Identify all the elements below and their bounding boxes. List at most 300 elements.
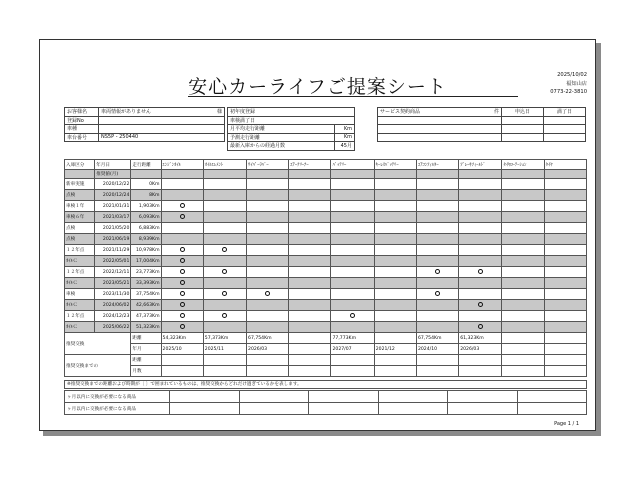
- done-mark-icon: [478, 324, 483, 329]
- done-mark-icon: [350, 313, 355, 318]
- service-cell: [544, 311, 586, 322]
- next-distance-row: [65, 333, 587, 344]
- done-mark-icon: [435, 269, 440, 274]
- service-cell: [203, 223, 246, 234]
- visit-date: 2021/01/31: [95, 201, 131, 212]
- service-cell: [161, 201, 203, 212]
- service-cell: [331, 256, 374, 267]
- service-cell: [289, 322, 331, 333]
- empty-cell: [502, 170, 544, 179]
- service-cell: [502, 311, 544, 322]
- empty-cell: [203, 366, 246, 377]
- service-cell: [416, 311, 458, 322]
- visit-date: 2022/12/11: [95, 267, 131, 278]
- empty-cell: [374, 355, 416, 366]
- service-cell: [161, 223, 203, 234]
- service-cell: [374, 190, 416, 201]
- done-mark-icon: [180, 302, 185, 307]
- service-cell: [247, 223, 289, 234]
- service-cell: [544, 322, 586, 333]
- visit-date: 2020/12/24: [95, 190, 131, 201]
- service-cell: [502, 223, 544, 234]
- service-product-label: サービス契約商品 件: [378, 108, 502, 117]
- service-cell: [289, 234, 331, 245]
- done-mark-icon: [222, 247, 227, 252]
- service-cell: [289, 256, 331, 267]
- empty-cell: [161, 355, 203, 366]
- service-cell: [459, 223, 502, 234]
- service-cell: [416, 223, 458, 234]
- service-cell: [544, 245, 586, 256]
- model-label: 車種: [65, 125, 99, 134]
- service-cell: [247, 245, 289, 256]
- service-cell: [289, 212, 331, 223]
- table-row: [65, 311, 587, 322]
- service-cell: [203, 234, 246, 245]
- service-cell: [331, 322, 374, 333]
- service-cell: [289, 179, 331, 190]
- done-mark-icon: [478, 269, 483, 274]
- first-reg-label: 初年度登録: [228, 108, 355, 117]
- done-mark-icon: [180, 247, 185, 252]
- visit-date: 2021/03/17: [95, 212, 131, 223]
- service-cell: [289, 190, 331, 201]
- empty-cell: [502, 366, 544, 377]
- column-header: ﾜｲﾊﾟｰﾗﾊﾞｰ: [247, 160, 289, 170]
- service-cell: [331, 289, 374, 300]
- service-cell: [502, 245, 544, 256]
- next-distance-value: [374, 333, 416, 344]
- empty-cell: [203, 355, 246, 366]
- service-cell: [374, 245, 416, 256]
- empty-cell: [331, 355, 374, 366]
- empty-cell: [544, 366, 586, 377]
- column-header: ﾀｲﾔﾛｰﾃｰｼｮﾝ: [502, 160, 544, 170]
- service-cell: [459, 322, 502, 333]
- done-mark-icon: [180, 214, 185, 219]
- service-cell: [331, 179, 374, 190]
- empty-cell: [459, 355, 502, 366]
- next-replacement-label: 推奨交換: [65, 333, 131, 355]
- page-number: Page 1 / 1: [554, 421, 579, 427]
- visit-type: 車検１年: [65, 201, 95, 212]
- service-cell: [544, 201, 586, 212]
- empty-cell: [544, 170, 586, 179]
- column-header: ｷｰﾚｽﾊﾞｯﾃﾘｰ: [374, 160, 416, 170]
- service-cell: [331, 201, 374, 212]
- visit-mileage: 0Km: [131, 179, 161, 190]
- planned-km-unit: Km: [335, 133, 355, 142]
- footnote: ※推奨交換までの距離および時期が〔 〕で囲まれているものは、推奨交換からどれだけ過ぎているかを表します。: [64, 380, 587, 389]
- service-cell: [331, 234, 374, 245]
- visit-type: ｵｲﾙＣ: [65, 322, 95, 333]
- service-cell: [161, 300, 203, 311]
- monthly-km-unit: Km: [335, 125, 355, 134]
- inspection-info-table: [227, 107, 355, 151]
- next-distance-value: 67,754Km: [247, 333, 289, 344]
- empty-cell: [459, 170, 502, 179]
- shaken-label: 車検満了日: [228, 116, 355, 125]
- service-cell: [416, 289, 458, 300]
- upcoming-label-1: ヶ月以内に交換が必要になる商品: [65, 391, 170, 403]
- visit-date: 2020/12/22: [95, 179, 131, 190]
- done-mark-icon: [180, 324, 185, 329]
- service-cell: [289, 300, 331, 311]
- service-cell: [374, 289, 416, 300]
- visit-date: 2021/05/20: [95, 223, 131, 234]
- service-contract-table: [377, 107, 586, 142]
- service-cell: [247, 212, 289, 223]
- visit-date: 2024/06/02: [95, 300, 131, 311]
- service-cell: [374, 212, 416, 223]
- until-replacement-label: 推奨交換までの: [65, 355, 131, 377]
- visit-date: 2024/12/23: [95, 311, 131, 322]
- monthly-km-label: 月平均走行距離: [228, 125, 335, 134]
- service-cell: [247, 289, 289, 300]
- upcoming-label-2: ヶ月以内に交換が必要になる商品: [65, 403, 170, 415]
- service-cell: [203, 190, 246, 201]
- done-mark-icon: [180, 258, 185, 263]
- maintenance-history-table: [64, 159, 587, 377]
- column-header: ｴｱｺﾝﾌｨﾙﾀｰ: [416, 160, 458, 170]
- service-cell: [161, 179, 203, 190]
- done-mark-icon: [180, 280, 185, 285]
- service-cell: [161, 234, 203, 245]
- service-cell: [161, 245, 203, 256]
- empty-cell: [247, 355, 289, 366]
- service-cell: [459, 179, 502, 190]
- visit-mileage: 37,754Km: [131, 289, 161, 300]
- column-header: ｴｱｰｸﾘｰﾅｰ: [289, 160, 331, 170]
- service-cell: [247, 311, 289, 322]
- next-month-value: [544, 344, 586, 355]
- visit-mileage: 8,939Km: [131, 234, 161, 245]
- visit-type: ｵｲﾙＣ: [65, 278, 95, 289]
- service-cell: [502, 256, 544, 267]
- service-cell: [502, 190, 544, 201]
- service-cell: [374, 278, 416, 289]
- visit-mileage: 6,093Km: [131, 212, 161, 223]
- service-cell: [502, 234, 544, 245]
- service-cell: [416, 201, 458, 212]
- visit-type: １２年点: [65, 267, 95, 278]
- service-cell: [331, 245, 374, 256]
- service-cell: [459, 234, 502, 245]
- service-cell: [416, 300, 458, 311]
- service-cell: [247, 300, 289, 311]
- done-mark-icon: [222, 269, 227, 274]
- service-cell: [374, 311, 416, 322]
- visit-type: 車検: [65, 289, 95, 300]
- service-cell: [416, 190, 458, 201]
- service-cell: [203, 212, 246, 223]
- service-cell: [203, 201, 246, 212]
- service-cell: [416, 267, 458, 278]
- next-distance-label: 距離: [131, 333, 161, 344]
- issue-date: 2025/10/02: [557, 72, 587, 78]
- empty-cell: [65, 170, 95, 179]
- empty-cell: [502, 355, 544, 366]
- visit-date: 2021/11/29: [95, 245, 131, 256]
- table-row: [65, 223, 587, 234]
- service-cell: [416, 256, 458, 267]
- service-cell: [374, 256, 416, 267]
- grid-header-row: [65, 160, 587, 170]
- empty-cell: [247, 170, 289, 179]
- service-cell: [289, 278, 331, 289]
- service-cell: [203, 278, 246, 289]
- service-cell: [331, 223, 374, 234]
- next-month-value: 2026/03: [247, 344, 289, 355]
- document-title: 安心カーライフご提案シート: [188, 76, 447, 98]
- done-mark-icon: [435, 291, 440, 296]
- service-cell: [416, 322, 458, 333]
- service-cell: [502, 267, 544, 278]
- service-cell: [203, 289, 246, 300]
- customer-name-value: 車両情報がありません 様: [99, 108, 225, 117]
- service-cell: [459, 256, 502, 267]
- next-month-value: 2026/03: [459, 344, 502, 355]
- column-header: ｵｲﾙｴﾚﾒﾝﾄ: [203, 160, 246, 170]
- empty-cell: [374, 366, 416, 377]
- service-cell: [459, 300, 502, 311]
- service-cell: [374, 234, 416, 245]
- visit-type: 点検: [65, 223, 95, 234]
- visit-type: ｵｲﾙＣ: [65, 256, 95, 267]
- table-row: [65, 267, 587, 278]
- service-cell: [331, 311, 374, 322]
- done-mark-icon: [265, 291, 270, 296]
- empty-cell: [544, 355, 586, 366]
- service-cell: [247, 201, 289, 212]
- service-cell: [331, 278, 374, 289]
- service-cell: [544, 179, 586, 190]
- service-cell: [459, 267, 502, 278]
- done-mark-icon: [180, 313, 185, 318]
- table-row: [65, 245, 587, 256]
- service-cell: [247, 234, 289, 245]
- service-cell: [289, 223, 331, 234]
- service-cell: [203, 256, 246, 267]
- next-month-value: 2024/10: [416, 344, 458, 355]
- service-cell: [544, 234, 586, 245]
- next-distance-value: 61,323Km: [459, 333, 502, 344]
- empty-cell: [289, 366, 331, 377]
- chassis-value: NS5P - 250440: [99, 133, 225, 142]
- next-distance-value: 77,773Km: [331, 333, 374, 344]
- visit-type: １２年点: [65, 245, 95, 256]
- service-cell: [247, 278, 289, 289]
- empty-cell: [374, 170, 416, 179]
- visit-mileage: 17,004Km: [131, 256, 161, 267]
- column-header: ﾊﾞｯﾃﾘｰ: [331, 160, 374, 170]
- service-cell: [502, 201, 544, 212]
- visit-mileage: 47,373Km: [131, 311, 161, 322]
- column-header: 入庫区分: [65, 160, 95, 170]
- service-cell: [203, 245, 246, 256]
- service-cell: [203, 267, 246, 278]
- next-month-value: 2027/07: [331, 344, 374, 355]
- service-cell: [247, 179, 289, 190]
- store-name: 福知山店: [566, 80, 587, 87]
- empty-cell: [416, 355, 458, 366]
- table-row: [65, 190, 587, 201]
- service-cell: [289, 201, 331, 212]
- done-mark-icon: [180, 203, 185, 208]
- chassis-label: 車台番号: [65, 133, 99, 142]
- table-row: [65, 278, 587, 289]
- empty-cell: [203, 170, 246, 179]
- done-mark-icon: [222, 313, 227, 318]
- next-distance-value: [502, 333, 544, 344]
- table-row: [65, 234, 587, 245]
- service-cell: [544, 300, 586, 311]
- visit-mileage: 1,903Km: [131, 201, 161, 212]
- visit-date: 2021/06/19: [95, 234, 131, 245]
- service-cell: [289, 245, 331, 256]
- service-cell: [544, 267, 586, 278]
- title-underline: [188, 96, 518, 97]
- table-row: [65, 256, 587, 267]
- service-cell: [374, 322, 416, 333]
- service-cell: [161, 212, 203, 223]
- service-cell: [502, 322, 544, 333]
- visit-mileage: 8Km: [131, 190, 161, 201]
- empty-cell: [416, 366, 458, 377]
- service-cell: [247, 267, 289, 278]
- service-cell: [374, 300, 416, 311]
- service-cell: [247, 322, 289, 333]
- empty-cell: [459, 366, 502, 377]
- visit-type: 点検: [65, 234, 95, 245]
- service-cell: [459, 245, 502, 256]
- service-cell: [374, 223, 416, 234]
- service-apply-label: 申込日: [502, 108, 544, 117]
- service-cell: [374, 179, 416, 190]
- visit-type: 車検６年: [65, 212, 95, 223]
- next-month-label: 年月: [131, 344, 161, 355]
- service-cell: [416, 278, 458, 289]
- visit-mileage: 51,323Km: [131, 322, 161, 333]
- done-mark-icon: [180, 291, 185, 296]
- visit-date: 2022/05/01: [95, 256, 131, 267]
- service-cell: [161, 322, 203, 333]
- column-header: 走行距離: [131, 160, 161, 170]
- next-distance-value: 67,754Km: [416, 333, 458, 344]
- baseline-row: [65, 170, 587, 179]
- empty-cell: [161, 366, 203, 377]
- empty-cell: [331, 170, 374, 179]
- service-cell: [289, 289, 331, 300]
- service-cell: [416, 234, 458, 245]
- table-row: [65, 289, 587, 300]
- service-cell: [161, 278, 203, 289]
- service-cell: [544, 278, 586, 289]
- service-cell: [459, 289, 502, 300]
- service-cell: [416, 212, 458, 223]
- done-mark-icon: [222, 291, 227, 296]
- service-cell: [544, 256, 586, 267]
- service-cell: [331, 267, 374, 278]
- visit-type: 新車実施: [65, 179, 95, 190]
- next-distance-value: [544, 333, 586, 344]
- next-distance-value: 57,373Km: [203, 333, 246, 344]
- table-row: [65, 300, 587, 311]
- service-cell: [416, 245, 458, 256]
- service-cell: [374, 201, 416, 212]
- service-cell: [502, 179, 544, 190]
- service-cell: [203, 179, 246, 190]
- table-row: [65, 179, 587, 190]
- service-cell: [502, 300, 544, 311]
- until-distance-row: [65, 355, 587, 366]
- empty-cell: [331, 366, 374, 377]
- until-month-row: [65, 366, 587, 377]
- service-cell: [459, 278, 502, 289]
- service-cell: [161, 311, 203, 322]
- service-cell: [203, 311, 246, 322]
- visit-date: 2025/06/22: [95, 322, 131, 333]
- table-row: [65, 322, 587, 333]
- service-cell: [502, 289, 544, 300]
- next-month-value: [502, 344, 544, 355]
- column-header: 年月日: [95, 160, 131, 170]
- reg-label: 登録No: [65, 116, 99, 125]
- table-row: [65, 212, 587, 223]
- service-cell: [544, 190, 586, 201]
- visit-mileage: 6,883Km: [131, 223, 161, 234]
- table-row: [65, 201, 587, 212]
- service-cell: [544, 212, 586, 223]
- done-mark-icon: [478, 302, 483, 307]
- store-phone: 0773-22-3810: [550, 89, 587, 95]
- service-cell: [247, 190, 289, 201]
- service-cell: [502, 278, 544, 289]
- service-cell: [459, 201, 502, 212]
- next-distance-value: 54,323Km: [161, 333, 203, 344]
- next-month-value: [289, 344, 331, 355]
- next-month-value: 2021/12: [374, 344, 416, 355]
- elapsed-value: 45月: [335, 142, 355, 151]
- service-cell: [203, 322, 246, 333]
- service-cell: [247, 256, 289, 267]
- service-cell: [289, 311, 331, 322]
- empty-cell: [289, 355, 331, 366]
- service-cell: [331, 190, 374, 201]
- until-distance-label: 距離: [131, 355, 161, 366]
- service-cell: [459, 311, 502, 322]
- visit-type: ｵｲﾙＣ: [65, 300, 95, 311]
- elapsed-label: 最新入庫からの経過月数: [228, 142, 335, 151]
- service-cell: [416, 179, 458, 190]
- service-cell: [161, 190, 203, 201]
- next-month-value: 2025/11: [203, 344, 246, 355]
- visit-mileage: 42,663Km: [131, 300, 161, 311]
- visit-mileage: 33,393Km: [131, 278, 161, 289]
- service-cell: [203, 300, 246, 311]
- customer-name-label: お客様名: [65, 108, 99, 117]
- service-cell: [374, 267, 416, 278]
- service-cell: [331, 300, 374, 311]
- service-cell: [544, 289, 586, 300]
- empty-cell: [247, 366, 289, 377]
- service-cell: [502, 212, 544, 223]
- service-expire-label: 満了日: [544, 108, 586, 117]
- next-distance-value: [289, 333, 331, 344]
- service-cell: [161, 289, 203, 300]
- visit-date: 2023/11/30: [95, 289, 131, 300]
- column-header: ﾌﾞﾚｰｷﾌｨｰﾙﾄﾞ: [459, 160, 502, 170]
